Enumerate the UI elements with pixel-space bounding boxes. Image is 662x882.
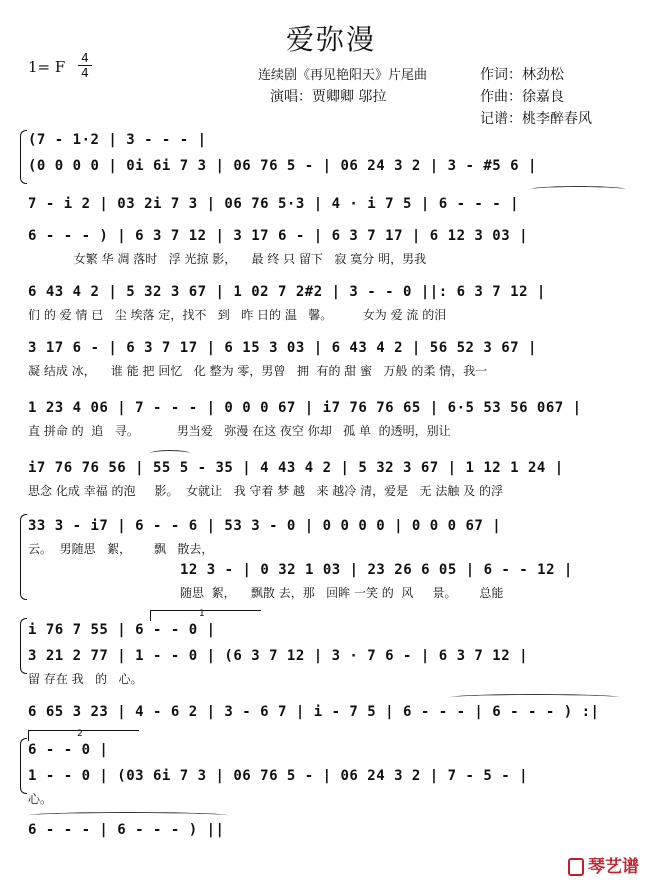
tie-mark bbox=[28, 812, 228, 819]
notes-line: 12 3 - | 0 32 1 03 | 23 26 6 05 | 6 - - 12 | bbox=[180, 562, 573, 578]
logo-icon bbox=[568, 858, 584, 876]
tie-mark bbox=[450, 694, 620, 701]
lyrics-line: 直 拼命 的 追 寻。 男当爱 弥漫 在这 夜空 你却 孤 单 的透明，别让 bbox=[28, 424, 451, 438]
singers: 演唱：贾卿卿 邬拉 bbox=[270, 89, 387, 105]
notes-line: 6 - - - ) | 6 3 7 12 | 3 17 6 - | 6 3 7 17 | 6 12 3 03 | bbox=[28, 228, 529, 244]
key-signature: 1= F bbox=[28, 58, 66, 76]
notes-line: 3 17 6 - | 6 3 7 17 | 6 15 3 03 | 6 43 4 2 | 56 52 3 67 | bbox=[28, 340, 537, 356]
notes-line: 3 21 2 77 | 1 - - 0 | (6 3 7 12 | 3 · 7 6 - | 6 3 7 12 | bbox=[28, 648, 529, 664]
lyrics-line: 思念 化成 幸福 的泡 影。 女就让 我 守着 梦 越 来 越冷 清，爱是 无 法触 及 的浮 bbox=[28, 484, 503, 498]
system-brace bbox=[20, 618, 27, 674]
notes-line: 6 - - 0 | bbox=[28, 742, 109, 758]
subtitle: 连续剧《再见艳阳天》片尾曲 bbox=[258, 68, 428, 83]
volta-bracket bbox=[28, 730, 139, 741]
song-title: 爱弥漫 bbox=[285, 23, 376, 56]
notes-line: 1 23 4 06 | 7 - - - | 0 0 0 67 | i7 76 76 65 | 6·5 53 56 067 | bbox=[28, 400, 582, 416]
notes-line: 7 - i 2 | 03 2i 7 3 | 06 76 5·3 | 4 · i 7 5 | 6 - - - | bbox=[28, 196, 520, 212]
notes-line: 6 65 3 23 | 4 - 6 2 | 3 - 6 7 | i - 7 5 | 6 - - - | 6 - - - ) :| bbox=[28, 704, 600, 720]
logo-text: 琴艺谱 bbox=[588, 857, 639, 877]
system-brace bbox=[20, 130, 27, 184]
notes-line: 6 43 4 2 | 5 32 3 67 | 1 02 7 2#2 | 3 - - 0 ||: 6 3 7 12 | bbox=[28, 284, 546, 300]
composer: 作曲：徐嘉良 bbox=[480, 89, 564, 105]
transcriber: 记谱：桃李醉春风 bbox=[480, 111, 592, 127]
tie-mark bbox=[530, 186, 626, 193]
system-brace bbox=[20, 514, 27, 600]
notes-line: 6 - - - | 6 - - - ) || bbox=[28, 822, 225, 838]
lyrics-line: 们 的 爱 情 已 尘 埃落 定，找不 到 昨 日的 温 馨。 女为 爱 流 的泪 bbox=[28, 308, 447, 322]
volta-number: 2 bbox=[77, 729, 83, 739]
notes-line: i 76 7 55 | 6 - - 0 | bbox=[28, 622, 216, 638]
time-sig-top: 4 bbox=[81, 51, 89, 65]
lyrics-line: 女繁 华 凋 落时 浮 光掠 影， 最 终 只 留下 寂 寞分 明，男我 bbox=[28, 252, 427, 266]
notes-line: (0 0 0 0 | 0i 6i 7 3 | 06 76 5 - | 06 24 3 2 | 3 - #5 6 | bbox=[28, 158, 537, 174]
lyrics-line: 云。 男随思 絮， 飘 散去， bbox=[28, 542, 214, 556]
notes-line: i7 76 76 56 | 55 5 - 35 | 4 43 4 2 | 5 32 3 67 | 1 12 1 24 | bbox=[28, 460, 564, 476]
lyrics-line: 心。 bbox=[28, 792, 53, 806]
site-logo bbox=[568, 852, 639, 877]
time-sig-bottom: 4 bbox=[81, 66, 89, 80]
lyrics-line: 凝 结成 冰， 谁 能 把 回忆 化 整为 零，男曾 拥 有的 甜 蜜 万般 的柔 情，我一 bbox=[28, 364, 488, 378]
notes-line: 1 - - 0 | (03 6i 7 3 | 06 76 5 - | 06 24 3 2 | 7 - 5 - | bbox=[28, 768, 529, 784]
lyricist: 作词：林劲松 bbox=[480, 67, 564, 83]
notes-line: 33 3 - i7 | 6 - - 6 | 53 3 - 0 | 0 0 0 0 | 0 0 0 67 | bbox=[28, 518, 502, 534]
lyrics-line: 随思 絮， 飘散 去，那 回眸 一笑 的 风 景。 总能 bbox=[180, 586, 504, 600]
system-brace bbox=[20, 738, 27, 794]
notes-line: (7 - 1·2 | 3 - - - | bbox=[28, 132, 207, 148]
volta-number: 1 bbox=[199, 609, 205, 619]
time-signature bbox=[78, 52, 92, 79]
tie-mark bbox=[150, 450, 190, 457]
lyrics-line: 留 存在 我 的 心。 bbox=[28, 672, 143, 686]
volta-bracket bbox=[150, 610, 261, 621]
